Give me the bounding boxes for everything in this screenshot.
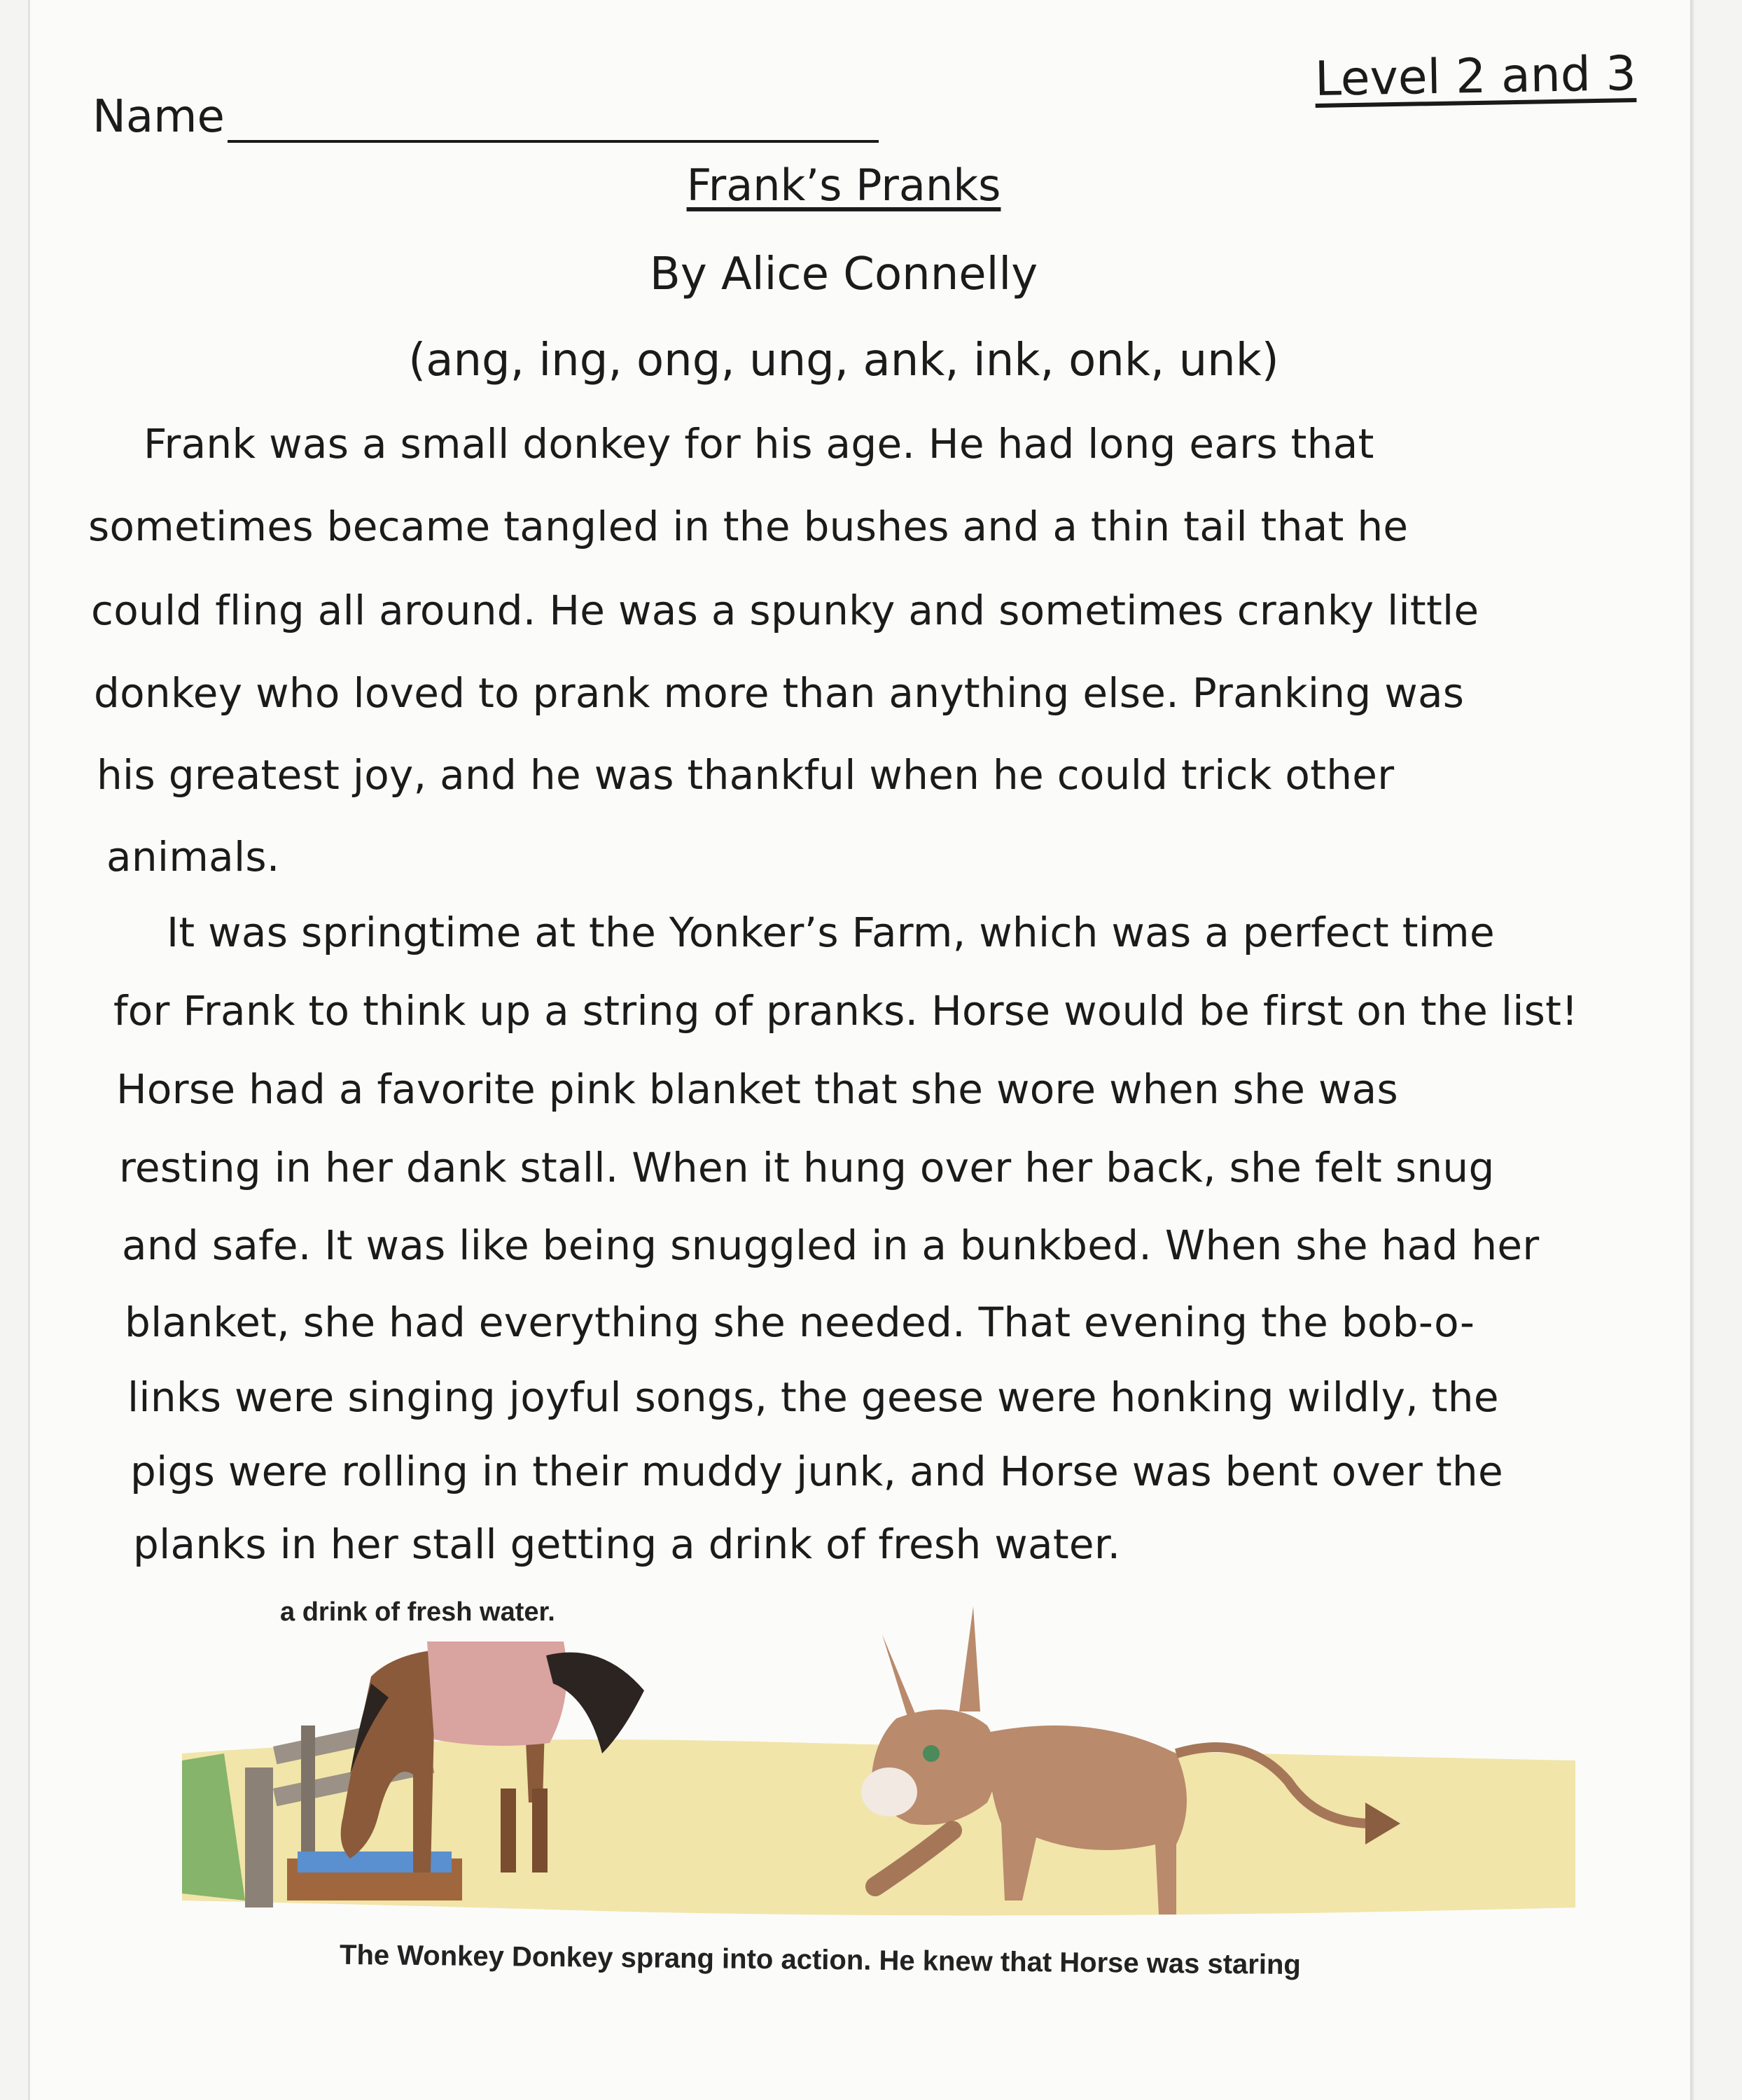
worksheet-page	[28, 0, 1694, 2100]
story-line: Horse had a favorite pink blanket that she wore when she was	[116, 1065, 1399, 1113]
horse-and-donkey-illustration	[182, 1592, 1575, 1928]
story-author: By Alice Connelly	[649, 248, 1038, 300]
story-line: animals.	[106, 833, 280, 881]
story-line: links were singing joyful songs, the geese were honking wildly, the	[127, 1373, 1499, 1421]
illustration-caption-top: a drink of fresh water.	[280, 1597, 555, 1627]
story-title: Frank’s Pranks	[686, 160, 1001, 211]
story-line: for Frank to think up a string of pranks. Horse would be first on the list!	[113, 987, 1578, 1035]
name-field	[92, 91, 879, 143]
story-line: donkey who loved to prank more than anything else. Pranking was	[94, 669, 1465, 717]
story-line: It was springtime at the Yonker’s Farm, which was a perfect time	[167, 909, 1495, 956]
story-line: blanket, she had everything she needed. That evening the bob-o-	[125, 1298, 1475, 1346]
story-line: Frank was a small donkey for his age. He had long ears that	[144, 420, 1374, 468]
story-line: pigs were rolling in their muddy junk, and Horse was bent over the	[130, 1448, 1503, 1495]
name-blank-line	[228, 111, 879, 143]
name-label: Name	[92, 91, 225, 143]
phonics-patterns: (ang, ing, ong, ung, ank, ink, onk, unk)	[408, 335, 1279, 386]
story-line: resting in her dank stall. When it hung over her back, she felt snug	[119, 1144, 1495, 1191]
story-line: planks in her stall getting a drink of fresh water.	[133, 1520, 1121, 1568]
story-line: sometimes became tangled in the bushes and a thin tail that he	[88, 503, 1409, 550]
story-line: could fling all around. He was a spunky and sometimes cranky little	[91, 587, 1479, 634]
story-line: his greatest joy, and he was thankful when he could trick other	[97, 751, 1395, 799]
paper-left-edge	[28, 0, 30, 2100]
paper-right-edge	[1690, 0, 1694, 2100]
story-line: and safe. It was like being snuggled in a bunkbed. When she had her	[122, 1222, 1540, 1269]
illustration-caption-bottom: The Wonkey Donkey sprang into action. He knew that Horse was staring	[339, 1939, 1302, 1981]
level-label: Level 2 and 3	[1314, 46, 1637, 107]
